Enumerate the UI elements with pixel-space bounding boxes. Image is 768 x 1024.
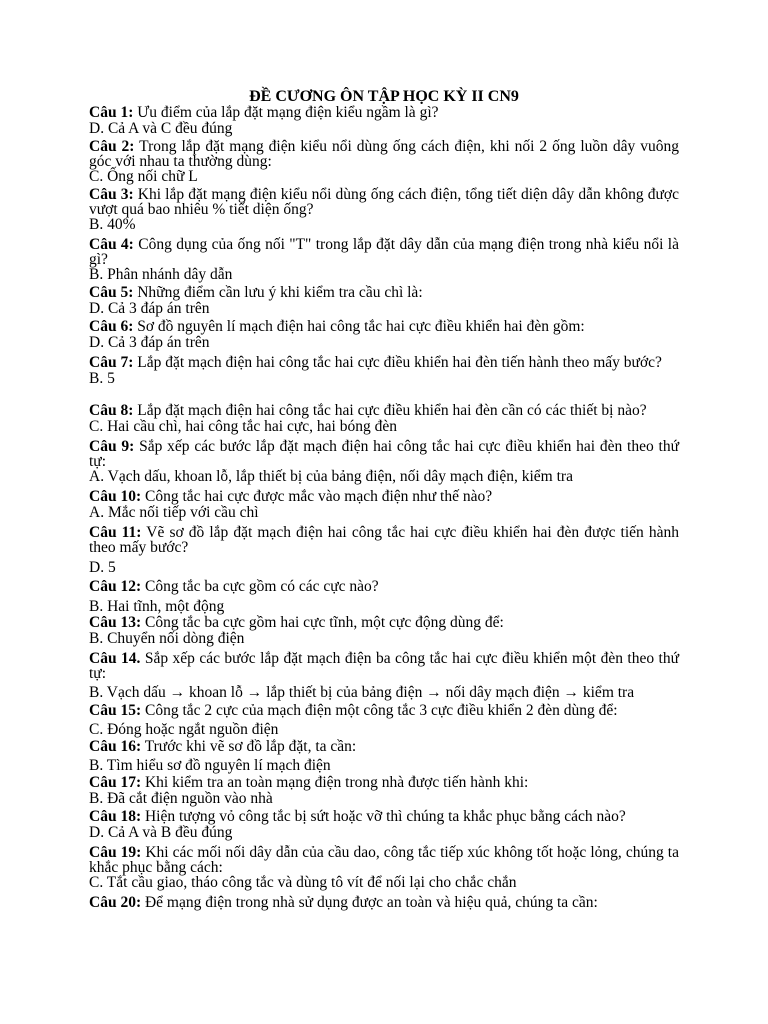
question-label: Câu 16:: [89, 738, 142, 755]
question-label: Câu 1:: [89, 104, 134, 121]
question-text: Công tắc ba cực gồm có các cực nào?: [144, 578, 379, 595]
question-text: Công tắc 2 cực của mạch điện một công tắc 3 cực điều khiển 2 đèn dùng để:: [144, 702, 618, 719]
question-text: Vẽ sơ đồ lắp đặt mạch điện hai công tắc hai cực điều khiển hai đèn được tiến hành theo mấy bước?: [89, 524, 679, 556]
question-label: Câu 13:: [89, 614, 142, 631]
question-label: Câu 2:: [89, 138, 135, 155]
question-label: Câu 14.: [89, 650, 141, 667]
question-label: Câu 18:: [89, 808, 142, 825]
question-text: Khi các mối nối dây dẫn của cầu dao, công tắc tiếp xúc không tốt hoặc lỏng, chúng ta khắc phục bằng cách:: [89, 844, 679, 876]
question-9: [89, 440, 679, 484]
question-text: Lắp đặt mạch điện hai công tắc hai cực điều khiển hai đèn tiến hành theo mấy bước?: [137, 354, 662, 371]
question-10: [89, 490, 679, 520]
question-label: Câu 19:: [89, 844, 142, 861]
question-label: Câu 15:: [89, 702, 142, 719]
question-5: [89, 286, 679, 316]
answer-text: C. Đóng hoặc ngắt nguồn điện: [89, 720, 279, 738]
question-text: Công dụng của ống nối "T" trong lắp đặt dây dẫn của mạng điện trong nhà kiểu nổi là gì?: [89, 236, 679, 268]
answer-text: A. Mắc nối tiếp với cầu chì: [89, 503, 259, 521]
question-8: [89, 404, 679, 434]
question-text: Công tắc ba cực gồm hai cực tĩnh, một cực động dùng để:: [144, 614, 504, 631]
question-2: [89, 140, 679, 184]
question-3: [89, 188, 679, 232]
question-text: Sắp xếp các bước lắp đặt mạch điện hai công tắc hai cực điều khiển hai đèn theo thứ tự:: [89, 438, 679, 470]
question-7: [89, 356, 679, 386]
question-17: [89, 776, 679, 806]
answer-text: D. Cả A và B đều đúng: [89, 823, 233, 841]
question-14: [89, 652, 679, 700]
question-label: Câu 9:: [89, 438, 135, 455]
answer-text: D. Cả 3 đáp án trên: [89, 333, 210, 351]
answer-text: B. 40%: [89, 216, 136, 233]
question-text: Sắp xếp các bước lắp đặt mạch điện ba công tắc hai cực điều khiển một đèn theo thứ tự:: [89, 650, 679, 682]
question-label: Câu 11:: [89, 524, 142, 541]
answer-text: B. Chuyển nối dòng điện: [89, 629, 245, 647]
answer-text: D. Cả A và C đều đúng: [89, 119, 233, 137]
question-12: [89, 580, 679, 614]
question-6: [89, 320, 679, 350]
question-label: Câu 5:: [89, 284, 134, 301]
question-4: [89, 238, 679, 282]
question-label: Câu 8:: [89, 402, 134, 419]
answer-text: B. Phân nhánh dây dẫn: [89, 266, 233, 283]
answer-text: A. Vạch dấu, khoan lỗ, lắp thiết bị của bảng điện, nối dây mạch điện, kiểm tra: [89, 468, 573, 485]
question-label: Câu 12:: [89, 578, 142, 595]
question-20: [89, 896, 679, 911]
question-label: Câu 3:: [89, 186, 134, 203]
question-text: Lắp đặt mạch điện hai công tắc hai cực điều khiển hai đèn cần có các thiết bị nào?: [137, 402, 647, 419]
question-text: Khi lắp đặt mạng điện kiểu nổi dùng ống cách điện, tổng tiết diện dây dẫn không được vượt quá bao nhiêu % tiết diện ống?: [89, 186, 679, 218]
question-text: Ưu điểm của lắp đặt mạng điện kiểu ngầm là gì?: [137, 104, 439, 121]
answer-text: B. Tìm hiểu sơ đồ nguyên lí mạch điện: [89, 756, 331, 774]
question-13: [89, 616, 679, 646]
question-15: [89, 704, 679, 737]
answer-text: C. Hai cầu chì, hai công tắc hai cực, hai bóng đèn: [89, 417, 397, 435]
question-16: [89, 740, 679, 773]
answer-text: B. Vạch dấu → khoan lỗ → lắp thiết bị của bảng điện → nối dây mạch điện → kiểm tra: [89, 684, 635, 701]
question-label: Câu 7:: [89, 354, 134, 371]
document-title: ĐỀ CƯƠNG ÔN TẬP HỌC KỲ II CN9: [249, 88, 519, 105]
question-label: Câu 20:: [89, 894, 142, 911]
question-text: Trong lắp đặt mạng điện kiểu nổi dùng ống cách điện, khi nối 2 ống luồn dây vuông góc với nhau ta thường dùng:: [89, 138, 679, 170]
answer-text: B. Đã cắt điện nguồn vào nhà: [89, 789, 273, 807]
question-label: Câu 17:: [89, 774, 142, 791]
question-1: [89, 106, 679, 136]
question-text: Công tắc hai cực được mắc vào mạch điện như thế nào?: [144, 488, 493, 505]
question-11: [89, 526, 679, 575]
question-18: [89, 810, 679, 840]
question-text: Sơ đồ nguyên lí mạch điện hai công tắc hai cực điều khiển hai đèn gồm:: [137, 318, 585, 335]
question-19: [89, 846, 679, 890]
answer-text: C. Ống nối chữ L: [89, 168, 198, 185]
question-label: Câu 10:: [89, 488, 142, 505]
question-label: Câu 4:: [89, 236, 134, 253]
answer-text: D. Cả 3 đáp án trên: [89, 299, 210, 317]
question-label: Câu 6:: [89, 318, 134, 335]
question-text: Để mạng điện trong nhà sử dụng được an toàn và hiệu quả, chúng ta cần:: [144, 894, 598, 911]
question-text: Hiện tượng vỏ công tắc bị sứt hoặc vỡ thì chúng ta khắc phục bằng cách nào?: [144, 808, 626, 825]
answer-text: B. Hai tĩnh, một động: [89, 597, 225, 615]
question-text: Trước khi vẽ sơ đồ lắp đặt, ta cần:: [144, 738, 357, 755]
answer-text: D. 5: [89, 559, 116, 576]
answer-text: C. Tắt cầu giao, tháo công tắc và dùng tô vít để nối lại cho chắc chắn: [89, 874, 517, 891]
question-text: Những điểm cần lưu ý khi kiểm tra cầu chì là:: [137, 284, 423, 301]
answer-text: B. 5: [89, 369, 115, 387]
question-text: Khi kiểm tra an toàn mạng điện trong nhà được tiến hành khi:: [144, 774, 529, 791]
